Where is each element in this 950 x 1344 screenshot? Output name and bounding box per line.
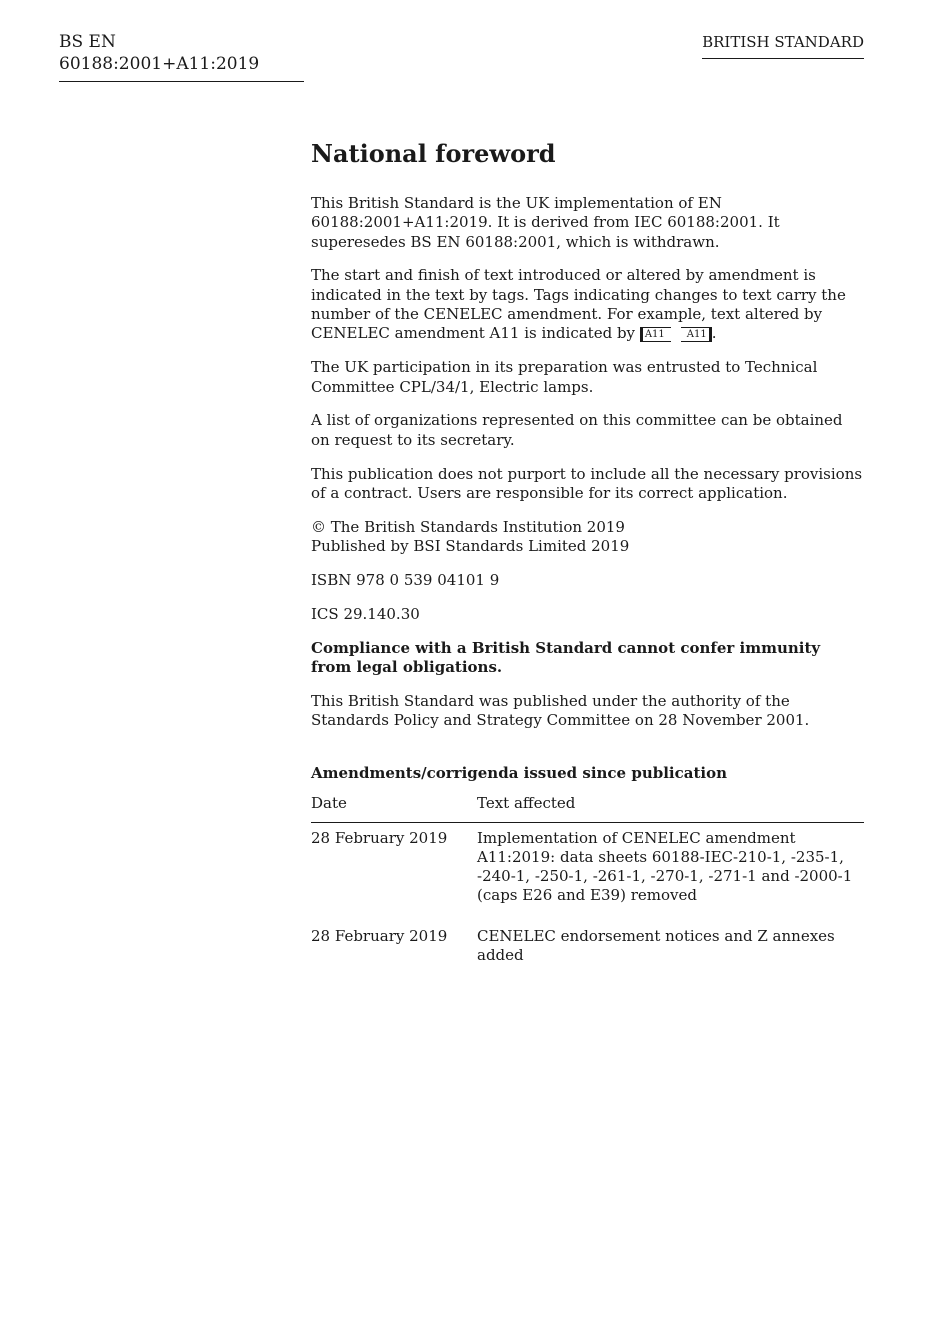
amendment-end-tag-icon [681,327,712,342]
page-title: National foreword [311,139,556,168]
amendments-title: Amendments/corrigenda issued since publication [311,763,727,782]
copyright-block [311,518,864,557]
header-doc-id: BS EN 60188:2001+A11:2019 [59,31,304,82]
amendment-text: CENELEC endorsement notices and Z annexes added [477,926,835,965]
amendments-header-row [311,793,864,823]
authority-paragraph: This British Standard was published under the authority of the Standards Policy and Strategy Committee on 28 November 2001. [311,691,810,730]
column-header-text-affected: Text affected [477,793,864,823]
ics: ICS 29.140.30 [311,604,420,623]
isbn: ISBN 978 0 539 04101 9 [311,571,500,590]
publisher-line: Published by BSI Standards Limited 2019 [311,537,630,556]
amendments-table [311,793,864,972]
committee-paragraph: The UK participation in its preparation was entrusted to Technical Committee CPL/34/1, Electric lamps. [311,358,818,396]
compliance-notice: Compliance with a British Standard cannot confer immunity from legal obligations. [311,638,821,677]
implementation-paragraph: This British Standard is the UK implementation of EN 60188:2001+A11:2019. It is derived from IEC 60188:2001. It superesedes BS EN 60188:2001, which is withdrawn. [311,194,780,251]
amendment-date: 28 February 2019 [311,828,448,847]
organizations-paragraph: A list of organizations represented on this committee can be obtained on request to its secretary. [311,411,843,449]
table-row [311,822,864,912]
provisions-paragraph: This publication does not purport to include all the necessary provisions of a contract. Users are responsible for its correct application. [311,464,863,502]
copyright-line: © The British Standards Institution 2019 [311,517,625,536]
tag-end-label: A11 [686,329,707,341]
amendment-tags-text: The start and finish of text introduced or altered by amendment is indicated in the text by tags. Tags indicating changes to text carry the number of the CENELEC amendment. For example, text altered by CENELEC amendment A11 is indicated by [311,266,846,343]
header-series: BRITISH STANDARD [702,32,864,59]
amendment-tags-end: . [711,324,717,343]
national-foreword [311,138,864,971]
column-header-date: Date [311,793,477,823]
tag-start-label: A11 [644,329,665,341]
table-row [311,912,864,972]
amendment-start-tag-icon [640,327,671,342]
amendment-tags-paragraph [311,266,864,343]
amendment-text: Implementation of CENELEC amendment A11:2019: data sheets 60188-IEC-210-1, -235-1, -240-1, -250-1, -261-1, -270-1, -271-1 and -2000-1 (caps E26 and E39) removed [477,828,853,905]
amendment-date: 28 February 2019 [311,926,448,945]
